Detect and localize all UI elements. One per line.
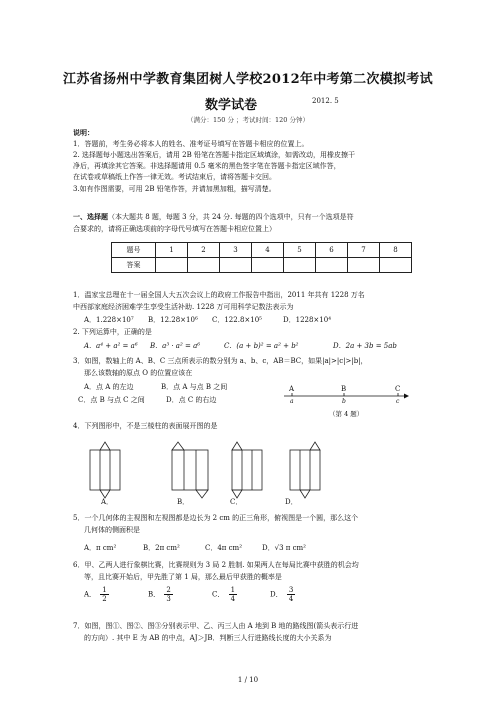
q4-option-a: A． xyxy=(101,498,114,506)
q1-line1: 1．温家宝总理在十一届全国人大五次会议上的政府工作报告中指出，2011 年共有 1228 万名 xyxy=(73,291,365,299)
exam-title: 江苏省扬州中学教育集团树人学校2012年中考第二次模拟考试 xyxy=(63,72,433,87)
answer-table-header-label: 题号 xyxy=(112,243,156,258)
answer-cell[interactable] xyxy=(188,258,220,273)
answer-table-answer-row xyxy=(112,258,412,273)
q6-option-c-fraction xyxy=(229,586,237,603)
q1-option-c: C．122.8×10⁵ xyxy=(212,316,262,324)
figure-caption: （第 4 题） xyxy=(329,410,364,418)
q5-line2: 几何体的侧面积是 xyxy=(84,526,140,534)
q1-option-b: B．12.28×10⁶ xyxy=(148,316,198,324)
fraction-numerator: 1 xyxy=(230,586,236,594)
q1-option-d: D．1228×10⁴ xyxy=(283,316,332,324)
answer-cell[interactable] xyxy=(156,258,188,273)
question-number-cell: 2 xyxy=(188,243,220,258)
q6-option-d-fraction xyxy=(287,586,295,603)
score-line: （满分：150 分 ；考试时间：120 分钟） xyxy=(186,116,309,124)
q6-option-c xyxy=(212,586,239,603)
axis-label-C: C xyxy=(395,385,401,393)
q6-line2: 等，且比赛开始后，甲先胜了第 1 局，那么最后甲获胜的概率是 xyxy=(84,573,282,581)
question-number-cell: 4 xyxy=(252,243,284,258)
instruction-line: 在试卷或草稿纸上作答一律无效。考试结束后，请将答题卡交回。 xyxy=(73,173,276,181)
q2-option-c: C．(a + b)² = a² + b² xyxy=(224,342,299,350)
axis-label-B: B xyxy=(341,385,347,393)
answer-cell[interactable] xyxy=(252,258,284,273)
net-figure-a xyxy=(80,442,132,494)
q4-stem: 4．下列图形中，不是三棱柱的表面展开图的是 xyxy=(73,422,218,430)
section1-heading: 一、选择题 xyxy=(73,212,108,221)
q6-option-d-label: D． xyxy=(270,590,283,599)
q4-option-b: B． xyxy=(177,498,190,506)
exam-date: 2012. 5 xyxy=(312,97,339,105)
fraction-numerator: 2 xyxy=(166,586,171,594)
fraction-numerator: 1 xyxy=(102,586,107,594)
answer-cell[interactable] xyxy=(380,258,412,273)
q7-line2: 的方向）. 其中 E 为 AB 的中点，AJ＞JB．判断三人行进路线长度的大小关系为 xyxy=(84,634,332,642)
axis-value-a: a xyxy=(290,398,294,405)
answer-cell[interactable] xyxy=(284,258,316,273)
q5-option-d: D．√3 π cm² xyxy=(262,544,306,552)
q6-option-b xyxy=(148,586,175,603)
q3-option-b: B．点 A 与点 B 之间 xyxy=(161,383,228,391)
q3-option-c: C．点 B 与点 C 之间 xyxy=(78,396,145,404)
answer-cell[interactable] xyxy=(316,258,348,273)
q2-stem: 2. 下列运算中，正确的是 xyxy=(73,328,152,336)
instruction-line: 2. 选择题每小题选出答案后，请用 2B 铅笔在答题卡指定区域填涂，如需改动，用橡皮擦干 xyxy=(73,151,355,159)
q2-option-b: B．a³ · a² = a⁶ xyxy=(150,342,201,350)
fraction-denominator: 4 xyxy=(288,595,294,603)
q7-line1: 7．如图，图①、图②、图③分别表示甲、乙、丙三人由 A 地到 B 地的路线图(箭头表示行进 xyxy=(73,622,359,630)
answer-table-answer-label: 答案 xyxy=(112,258,156,273)
net-figure-c xyxy=(222,442,274,494)
q5-option-b: B．2π cm² xyxy=(143,544,180,552)
instructions-heading: 说明： xyxy=(73,128,94,137)
q3-option-d: D．点 C 的右边 xyxy=(166,396,217,404)
question-number-cell: 1 xyxy=(156,243,188,258)
page-number: 1 / 10 xyxy=(237,676,259,684)
net-figure-b xyxy=(164,442,218,494)
q6-option-c-label: C． xyxy=(212,590,225,599)
q4-option-d: D． xyxy=(285,498,298,506)
fraction-denominator: 4 xyxy=(230,595,236,603)
section1-line2: 合要求的，请将正确选项前的字母代号填写在答题卡相应位置上） xyxy=(73,225,276,233)
fraction-denominator: 2 xyxy=(102,595,107,603)
question-number-cell: 8 xyxy=(380,243,412,258)
answer-cell[interactable] xyxy=(348,258,380,273)
axis-value-b: b xyxy=(342,398,346,405)
answer-cell[interactable] xyxy=(220,258,252,273)
answer-table-header-row xyxy=(112,243,412,258)
q6-option-a-label: A． xyxy=(84,590,97,599)
question-number-cell: 6 xyxy=(316,243,348,258)
net-figure-d xyxy=(280,442,332,494)
q2-option-d: D．2a + 3b = 5ab xyxy=(333,342,397,350)
instruction-line: 3.如有作图需要，可用 2B 铅笔作答，并请加黑加粗，描写清楚。 xyxy=(73,185,276,193)
q3-line2: 那么该数轴的原点 O 的位置应该在 xyxy=(84,369,193,377)
q3-line1: 3．如图，数轴上的 A、B、C 三点所表示的数分别为 a、b、c，AB＝BC，如果|a|>|c|>|b|， xyxy=(73,357,368,365)
q1-line2: 中西部家庭经济困难学生享受生活补助. 1228 万可用科学记数法表示为 xyxy=(73,303,294,311)
fraction-numerator: 3 xyxy=(288,586,294,594)
q3-option-a: A．点 A 的左边 xyxy=(84,383,134,391)
q4-option-c: C． xyxy=(230,498,243,506)
question-number-cell: 3 xyxy=(220,243,252,258)
axis-value-c: c xyxy=(396,398,400,405)
instruction-line: 1．答题前，考生务必将本人的姓名、准考证号填写在答题卡相应的位置上。 xyxy=(73,140,309,148)
q5-option-a: A．π cm² xyxy=(84,544,117,552)
question-number-cell: 5 xyxy=(284,243,316,258)
q6-option-d xyxy=(270,586,297,603)
q6-option-b-fraction xyxy=(164,586,172,603)
instruction-line: 净后，再填涂其它答案。非选择题请用 0.5 毫米的黑色签字笔在答题卡指定区域作答， xyxy=(73,162,341,170)
q1-option-a: A．1.228×10⁷ xyxy=(84,316,134,324)
section1-line1 xyxy=(73,212,354,222)
q5-line1: 5．一个几何体的主视图和左视图都是边长为 2 cm 的正三角形，俯视图是一个圆，那么这个 xyxy=(73,514,359,522)
subject-title: 数学试卷 xyxy=(205,98,258,113)
section1-desc: （本大题共 8 题，每题 3 分，共 24 分. 每题的四个选项中，只有一个选项是符 xyxy=(108,213,354,221)
q6-option-a-fraction xyxy=(100,586,108,603)
axis-label-A: A xyxy=(289,385,295,393)
fraction-denominator: 3 xyxy=(166,595,171,603)
q6-option-a xyxy=(84,586,111,603)
q6-line1: 6．甲、乙两人进行象棋比赛，比赛规则为 3 局 2 胜制. 如果两人在每局比赛中获胜的机会均 xyxy=(73,561,359,569)
q5-option-c: C．4π cm² xyxy=(205,544,242,552)
answer-table xyxy=(111,242,412,273)
q2-option-a: A．a⁴ + a² = a⁶ xyxy=(84,342,138,350)
q6-option-b-label: B． xyxy=(148,590,161,599)
question-number-cell: 7 xyxy=(348,243,380,258)
